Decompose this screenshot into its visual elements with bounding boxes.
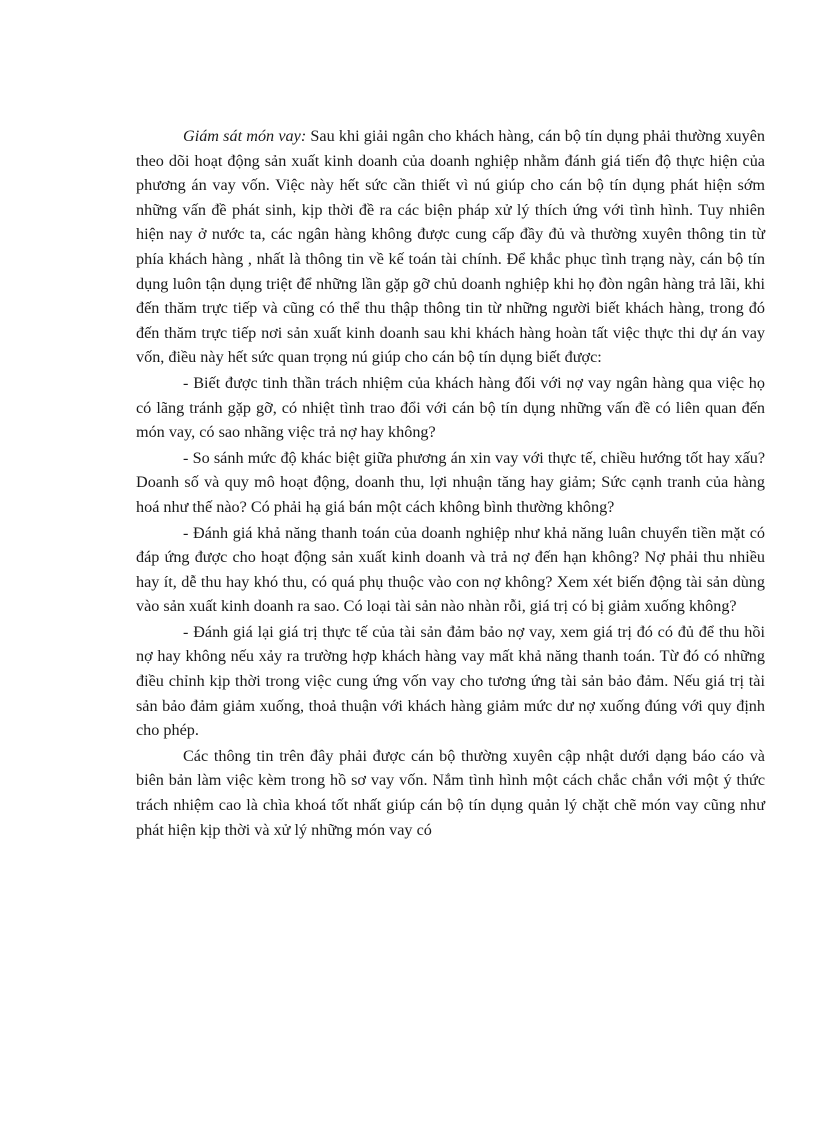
- paragraph-bullet-comparison: - So sánh mức độ khác biệt giữa phương án xin vay với thực tế, chiều hướng tốt hay xấu? Doanh số và quy mô hoạt động, doanh thu, lợi nhuận tăng hay giảm; Sức cạnh tranh của hàng hoá như thế nào? Có phải hạ giá bán một cách không bình thường không?: [136, 448, 765, 516]
- paragraph-loan-monitoring: [136, 124, 765, 370]
- paragraph-lead-heading: Giám sát món vay:: [183, 127, 307, 145]
- paragraph-conclusion: Các thông tin trên đây phải được cán bộ thường xuyên cập nhật dưới dạng báo cáo và biên bản làm việc kèm trong hồ sơ vay vốn. Nắm tình hình một cách chắc chắn với một ý thức trách nhiệm cao là chìa khoá tốt nhất giúp cán bộ tín dụng quản lý chặt chẽ món vay cũng như phát hiện kịp thời và xử lý những món vay có: [136, 746, 765, 839]
- paragraph-bullet-collateral: - Đánh giá lại giá trị thực tế của tài sản đảm bảo nợ vay, xem giá trị đó có đủ để thu hồi nợ hay không nếu xảy ra trường hợp khách hàng vay mất khả năng thanh toán. Từ đó có những điều chỉnh kịp thời trong việc cung ứng vốn vay cho tương ứng tài sản bảo đảm. Nếu giá trị tài sản bảo đảm giảm xuống, thoả thuận với khách hàng giảm mức dư nợ xuống đúng với quy định cho phép.: [136, 622, 765, 740]
- paragraph-bullet-solvency: - Đánh giá khả năng thanh toán của doanh nghiệp như khả năng luân chuyển tiền mặt có đáp ứng được cho hoạt động sản xuất kinh doanh và trả nợ đến hạn không? Nợ phải thu nhiều hay ít, dễ thu hay khó thu, có quá phụ thuộc vào con nợ không? Xem xét biến động tài sản dùng vào sản xuất kinh doanh ra sao. Có loại tài sản nào nhàn rỗi, giá trị có bị giảm xuống không?: [136, 523, 765, 616]
- paragraph-text: Sau khi giải ngân cho khách hàng, cán bộ tín dụng phải thường xuyên theo dõi hoạt động sản xuất kinh doanh của doanh nghiệp nhằm đánh giá tiến độ thực hiện của phương án vay vốn. Việc này hết sức cần thiết vì nú giúp cho cán bộ tín dụng phát hiện sớm những vấn đề phát sinh, kịp thời đề ra các biện pháp xử lý thích ứng với tình hình. Tuy nhiên hiện nay ở nước ta, các ngân hàng không được cung cấp đầy đủ và thường xuyên thông tin từ phía khách hàng , nhất là thông tin về kế toán tài chính. Để khắc phục tình trạng này, cán bộ tín dụng luôn tận dụng triệt để những lần gặp gỡ chủ doanh nghiệp khi họ đòn ngân hàng trả lãi, khi đến thăm trực tiếp và cũng có thể thu thập thông tin từ những người biết khách hàng, trong đó đến thăm trực tiếp nơi sản xuất kinh doanh sau khi khách hàng hoàn tất việc thực thi dự án vay vốn, điều này hết sức quan trọng nú giúp cho cán bộ tín dụng biết được:: [136, 127, 765, 367]
- document-page: [136, 124, 765, 842]
- paragraph-bullet-responsibility: - Biết được tinh thần trách nhiệm của khách hàng đối với nợ vay ngân hàng qua việc họ có lãng tránh gặp gỡ, có nhiệt tình trao đổi với cán bộ tín dụng những vấn đề có liên quan đến món vay, có sao nhãng việc trả nợ hay không?: [136, 373, 765, 442]
